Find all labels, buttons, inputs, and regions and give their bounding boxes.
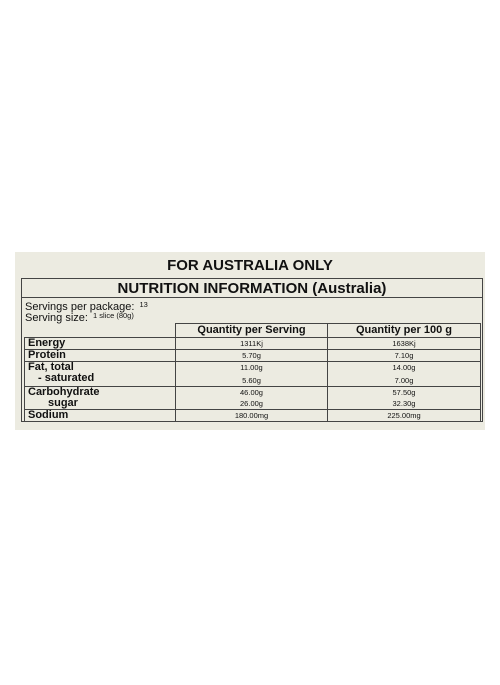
column-header-per-serving: Quantity per Serving [176, 324, 328, 338]
per-serving-sub-value: 26.00g [240, 399, 263, 408]
per-100g-cell [328, 338, 481, 350]
per-100g-sub-value: 7.00g [394, 376, 414, 385]
serving-size [25, 310, 134, 324]
per-serving-sub-value: 5.60g [242, 376, 261, 385]
nutrient-name: Carbohydrate [28, 386, 100, 398]
table-row [25, 362, 481, 387]
serving-size-value: 1 slice (80g) [92, 311, 134, 320]
nutrition-label [21, 278, 483, 422]
row-name-cell [25, 338, 176, 350]
per-100g-cell [328, 362, 481, 387]
per-serving-cell [176, 350, 328, 362]
per-serving-value: 1311Kj [240, 339, 263, 348]
per-100g-value: 1638Kj [392, 339, 416, 348]
column-header-per-100g: Quantity per 100 g [328, 324, 481, 338]
nutrition-panel [15, 252, 485, 430]
per-100g-cell [328, 350, 481, 362]
row-name-cell [25, 350, 176, 362]
per-100g-value: 225.00mg [387, 411, 421, 420]
row-name-cell [25, 410, 176, 422]
nutrient-name: Protein [28, 349, 66, 361]
table-header-row [25, 324, 481, 338]
per-serving-cell [176, 338, 328, 350]
region-title: FOR AUSTRALIA ONLY [167, 257, 333, 274]
per-100g-cell [328, 410, 481, 422]
title-divider [22, 297, 482, 298]
per-100g-sub-value: 32.30g [392, 399, 416, 408]
nutrition-title: NUTRITION INFORMATION (Australia) [117, 280, 387, 297]
table-row [25, 350, 481, 362]
nutrient-subname: sugar [48, 397, 78, 409]
nutrient-name: Sodium [28, 409, 69, 421]
table-row [25, 387, 481, 410]
per-serving-value: 180.00mg [234, 411, 269, 420]
per-serving-value: 46.00g [240, 388, 263, 397]
per-100g-value: 14.00g [392, 363, 416, 372]
servings-per-package-label: Servings per package: [25, 301, 135, 313]
nutrition-table [24, 323, 481, 422]
per-serving-cell [176, 410, 328, 422]
nutrient-name: Energy [28, 337, 66, 349]
servings-per-package-value: 13 [139, 300, 148, 309]
row-name-cell [25, 362, 176, 387]
table-row [25, 338, 481, 350]
nutrient-name: Fat, total [28, 361, 74, 373]
per-100g-value: 57.50g [392, 388, 416, 397]
per-serving-cell [176, 387, 328, 410]
per-100g-cell [328, 387, 481, 410]
per-100g-value: 7.10g [394, 351, 414, 360]
per-serving-value: 11.00g [240, 363, 263, 372]
serving-size-label: Serving size: [25, 312, 88, 324]
per-serving-cell [176, 362, 328, 387]
row-name-cell [25, 387, 176, 410]
per-serving-value: 5.70g [242, 351, 261, 360]
nutrient-subname: - saturated [38, 372, 95, 384]
header-blank-cell [25, 324, 176, 338]
table-row [25, 410, 481, 422]
